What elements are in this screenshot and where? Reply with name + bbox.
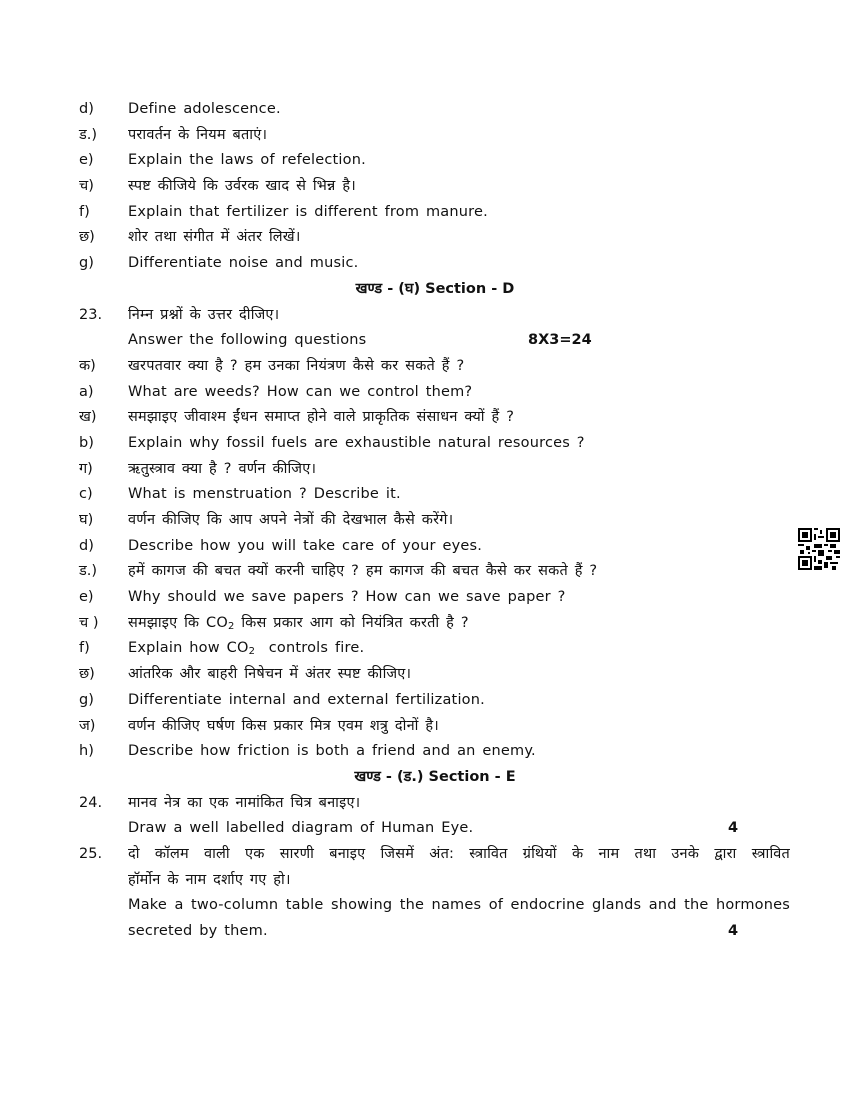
label: ड.) bbox=[79, 126, 98, 143]
question-row bbox=[0, 482, 850, 508]
question-text bbox=[128, 636, 364, 665]
section-e-heading: खण्ड - (ड.) Section - E bbox=[354, 768, 516, 785]
question-row bbox=[0, 457, 850, 483]
label: b) bbox=[79, 434, 94, 451]
text-part: controls fire. bbox=[255, 640, 365, 657]
question-row bbox=[0, 636, 850, 662]
label: e) bbox=[79, 589, 94, 606]
marks: 4 bbox=[728, 820, 739, 837]
label: f) bbox=[79, 203, 90, 220]
label: ख) bbox=[79, 409, 97, 426]
question-row bbox=[0, 354, 850, 380]
question-number: 25. bbox=[79, 845, 103, 862]
label: च ) bbox=[79, 614, 99, 631]
question-row bbox=[0, 688, 850, 714]
marks: 8X3=24 bbox=[528, 332, 592, 349]
question-text: Draw a well labelled diagram of Human Eye. bbox=[128, 820, 474, 837]
question-row bbox=[0, 148, 850, 174]
question-row bbox=[0, 585, 850, 611]
question-row bbox=[0, 739, 850, 765]
subscript: 2 bbox=[227, 620, 235, 632]
question-text: आंतरिक और बाहरी निषेचन में अंतर स्पष्ट कीजिए। bbox=[128, 666, 412, 683]
question-row bbox=[0, 662, 850, 688]
q25-english-line2 bbox=[0, 919, 850, 945]
question-text: शोर तथा संगीत में अंतर लिखें। bbox=[128, 229, 301, 246]
question-text: What are weeds? How can we control them? bbox=[128, 383, 473, 400]
question-row bbox=[0, 431, 850, 457]
question-text: Explain why fossil fuels are exhaustible natural resources ? bbox=[128, 434, 585, 451]
q24-english bbox=[0, 816, 850, 842]
question-row bbox=[0, 174, 850, 200]
label: h) bbox=[79, 743, 94, 760]
question-row bbox=[0, 559, 850, 585]
question-row bbox=[0, 405, 850, 431]
question-text: Describe how you will take care of your eyes. bbox=[128, 537, 483, 554]
text-part: किस प्रकार आग को नियंत्रित करती है ? bbox=[234, 614, 469, 631]
question-paper-page bbox=[0, 97, 850, 945]
label: g) bbox=[79, 691, 94, 708]
question-row bbox=[0, 508, 850, 534]
text-part: Explain how CO bbox=[128, 640, 249, 657]
label: घ) bbox=[79, 512, 94, 528]
question-text: दो कॉलम वाली एक सारणी बनाइए जिसमें अंत: स्त्रावित ग्रंथियों के नाम तथा उनके द्वारा स्त्रावित bbox=[128, 845, 790, 862]
label: ज) bbox=[79, 717, 96, 734]
question-text: Define adolescence. bbox=[128, 101, 281, 117]
question-text: Make a two-column table showing the names of endocrine glands and the hormones bbox=[128, 897, 790, 914]
question-text: स्पष्ट कीजिये कि उर्वरक खाद से भिन्न है। bbox=[128, 178, 356, 195]
label: d) bbox=[79, 101, 94, 117]
q23-english bbox=[0, 328, 850, 354]
q25-hindi-line1 bbox=[0, 842, 850, 868]
question-row bbox=[0, 611, 850, 637]
question-text: खरपतवार क्या है ? हम उनका नियंत्रण कैसे कर सकते हैं ? bbox=[128, 357, 465, 374]
question-text: समझाइए जीवाश्म ईंधन समाप्त होने वाले प्राकृतिक संसाधन क्यों हैं ? bbox=[128, 409, 515, 426]
question-text: परावर्तन के नियम बताएं। bbox=[128, 126, 268, 143]
label: ग) bbox=[79, 460, 93, 477]
qr-code-icon bbox=[798, 528, 840, 570]
label: c) bbox=[79, 486, 93, 503]
question-text: Answer the following questions bbox=[128, 332, 367, 349]
question-number: 23. bbox=[79, 306, 103, 323]
label: छ) bbox=[79, 229, 95, 246]
question-row bbox=[0, 97, 850, 123]
question-row bbox=[0, 225, 850, 251]
question-text: हमें कागज की बचत क्यों करनी चाहिए ? हम कागज की बचत कैसे कर सकते हैं ? bbox=[128, 563, 598, 580]
label: क) bbox=[79, 357, 96, 374]
question-text: निम्न प्रश्नों के उत्तर दीजिए। bbox=[128, 306, 280, 323]
q25-hindi-line2 bbox=[0, 868, 850, 894]
label: d) bbox=[79, 537, 94, 554]
section-d-heading: खण्ड - (घ) Section - D bbox=[355, 280, 515, 297]
question-text: secreted by them. bbox=[128, 923, 268, 939]
question-number: 24. bbox=[79, 794, 103, 811]
question-text: Differentiate noise and music. bbox=[128, 255, 359, 272]
question-text: What is menstruation ? Describe it. bbox=[128, 486, 401, 503]
question-row bbox=[0, 200, 850, 226]
question-row bbox=[0, 123, 850, 149]
question-text: Explain the laws of refelection. bbox=[128, 152, 366, 169]
label: g) bbox=[79, 255, 94, 272]
question-text: हॉर्मोन के नाम दर्शाए गए हो। bbox=[128, 871, 291, 888]
label: e) bbox=[79, 152, 94, 169]
question-text: Explain that fertilizer is different from manure. bbox=[128, 203, 488, 220]
question-text: Describe how friction is both a friend and an enemy. bbox=[128, 743, 536, 760]
question-text: Why should we save papers ? How can we save paper ? bbox=[128, 589, 566, 606]
text-part: समझाइए कि CO bbox=[128, 614, 228, 631]
question-text: ऋतुस्त्राव क्या है ? वर्णन कीजिए। bbox=[128, 460, 317, 477]
question-row bbox=[0, 251, 850, 277]
label: च) bbox=[79, 178, 94, 195]
label: ड.) bbox=[79, 563, 98, 580]
label: f) bbox=[79, 640, 90, 657]
question-row bbox=[0, 380, 850, 406]
question-text: वर्णन कीजिए घर्षण किस प्रकार मित्र एवम शत्रु दोनों है। bbox=[128, 717, 439, 734]
q25-english-line1 bbox=[0, 893, 850, 919]
question-row bbox=[0, 714, 850, 740]
question-text: Differentiate internal and external fertilization. bbox=[128, 691, 485, 708]
subscript: 2 bbox=[248, 646, 256, 658]
q24-hindi bbox=[0, 791, 850, 817]
label: छ) bbox=[79, 666, 95, 683]
question-text bbox=[128, 611, 469, 640]
question-text: वर्णन कीजिए कि आप अपने नेत्रों की देखभाल कैसे करेंगे। bbox=[128, 512, 454, 528]
label: a) bbox=[79, 383, 94, 400]
marks: 4 bbox=[728, 923, 739, 939]
q23-hindi bbox=[0, 303, 850, 329]
question-text: मानव नेत्र का एक नामांकित चित्र बनाइए। bbox=[128, 794, 361, 811]
question-row bbox=[0, 534, 850, 560]
